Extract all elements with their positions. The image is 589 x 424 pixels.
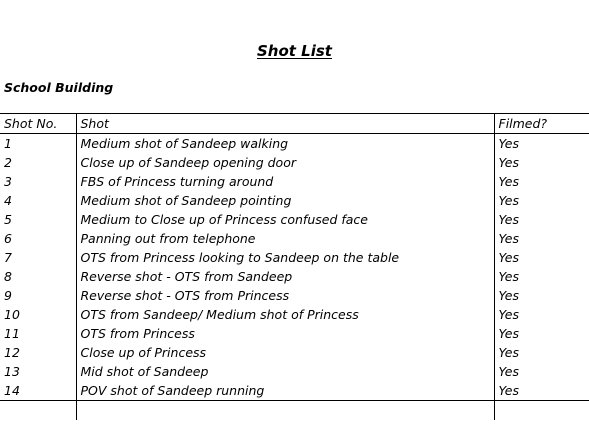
cell-shot: Medium shot of Sandeep walking [76, 134, 494, 154]
cell-shot-no: 9 [0, 286, 76, 305]
table-row [0, 286, 589, 305]
cell-filmed: Yes [494, 381, 589, 401]
table-row [0, 134, 589, 154]
table-row [0, 153, 589, 172]
cell-shot-no: 3 [0, 172, 76, 191]
header-shot: Shot [76, 114, 494, 134]
cell-filmed: Yes [494, 153, 589, 172]
cell-filmed: Yes [494, 229, 589, 248]
cell-shot: OTS from Sandeep/ Medium shot of Princess [76, 305, 494, 324]
cell-filmed: Yes [494, 324, 589, 343]
cell-filmed: Yes [494, 267, 589, 286]
table-row [0, 229, 589, 248]
cell-shot: Reverse shot - OTS from Sandeep [76, 267, 494, 286]
cell-shot: Medium shot of Sandeep pointing [76, 191, 494, 210]
cell-filmed: Yes [494, 286, 589, 305]
cell-shot: Panning out from telephone [76, 229, 494, 248]
cell-shot-no: 14 [0, 381, 76, 401]
cell-filmed: Yes [494, 172, 589, 191]
cell-shot-no: 13 [0, 362, 76, 381]
table-row [0, 324, 589, 343]
section-heading: School Building [4, 80, 114, 95]
cell-shot: OTS from Princess [76, 324, 494, 343]
cell-shot: Close up of Princess [76, 343, 494, 362]
cell-shot: Reverse shot - OTS from Princess [76, 286, 494, 305]
shot-list-table [0, 113, 589, 420]
cell-shot-no: 11 [0, 324, 76, 343]
table-row [0, 191, 589, 210]
cell-shot: Mid shot of Sandeep [76, 362, 494, 381]
cell-filmed: Yes [494, 210, 589, 229]
cell-shot-no: 7 [0, 248, 76, 267]
cell-shot-no: 4 [0, 191, 76, 210]
cell-shot: Medium to Close up of Princess confused face [76, 210, 494, 229]
table-row [0, 305, 589, 324]
cell-shot: OTS from Princess looking to Sandeep on the table [76, 248, 494, 267]
header-filmed: Filmed? [494, 114, 589, 134]
cell-shot: Close up of Sandeep opening door [76, 153, 494, 172]
empty-cell [494, 401, 589, 421]
table-header-row [0, 114, 589, 134]
cell-shot-no: 6 [0, 229, 76, 248]
cell-shot-no: 1 [0, 134, 76, 154]
cell-filmed: Yes [494, 343, 589, 362]
cell-shot-no: 10 [0, 305, 76, 324]
table-row [0, 362, 589, 381]
table-row [0, 381, 589, 401]
header-shot-no: Shot No. [0, 114, 76, 134]
cell-filmed: Yes [494, 191, 589, 210]
table-row [0, 343, 589, 362]
cell-filmed: Yes [494, 305, 589, 324]
cell-filmed: Yes [494, 362, 589, 381]
cell-shot: FBS of Princess turning around [76, 172, 494, 191]
cell-shot-no: 2 [0, 153, 76, 172]
table-row-empty [0, 401, 589, 421]
cell-filmed: Yes [494, 134, 589, 154]
document-title: Shot List [257, 42, 332, 60]
cell-shot-no: 12 [0, 343, 76, 362]
table-row [0, 172, 589, 191]
table-row [0, 267, 589, 286]
table-row [0, 210, 589, 229]
cell-shot-no: 8 [0, 267, 76, 286]
cell-shot: POV shot of Sandeep running [76, 381, 494, 401]
empty-cell [76, 401, 494, 421]
empty-cell [0, 401, 76, 421]
cell-shot-no: 5 [0, 210, 76, 229]
cell-filmed: Yes [494, 248, 589, 267]
table-row [0, 248, 589, 267]
